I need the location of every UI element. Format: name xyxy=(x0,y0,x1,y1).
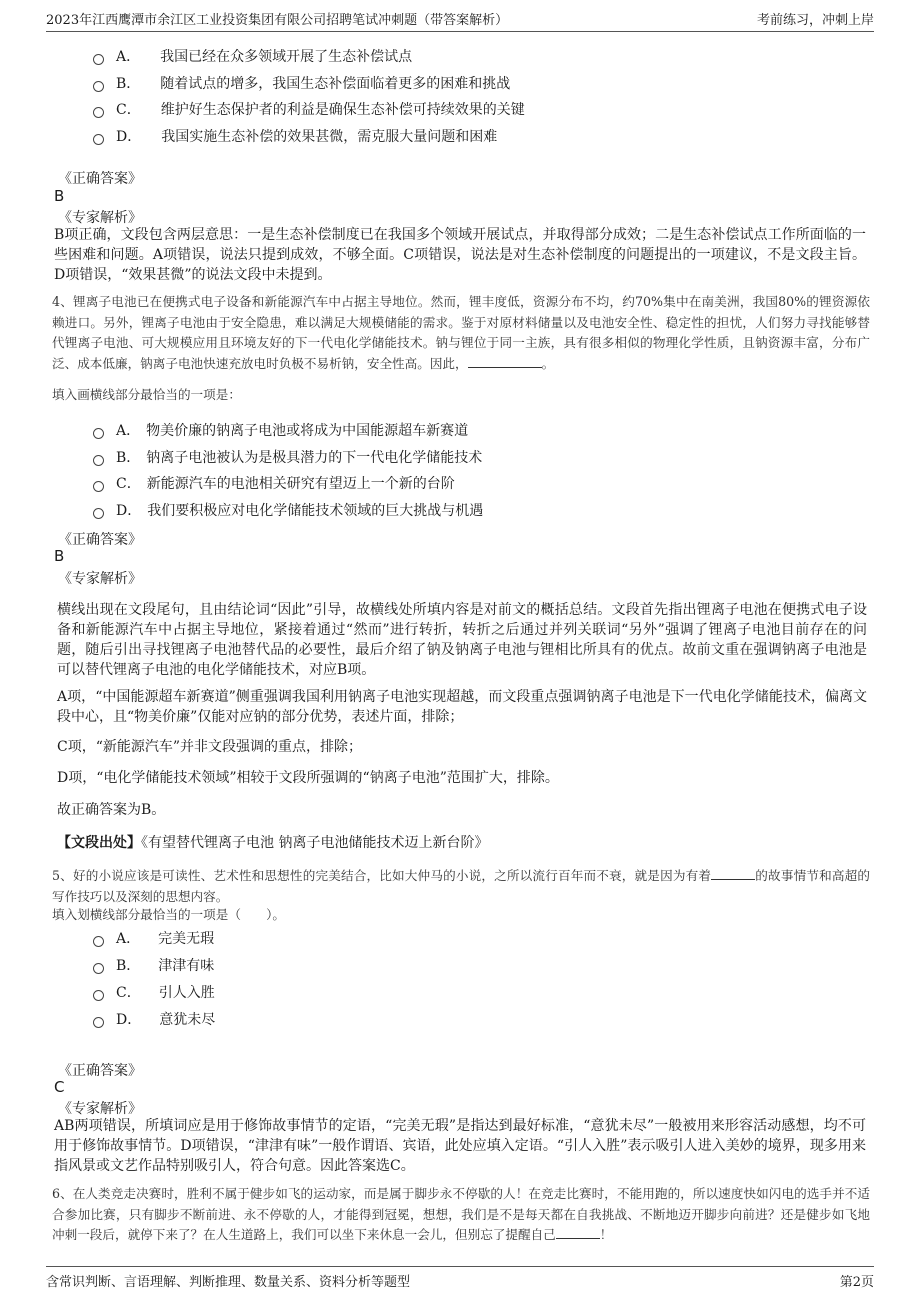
radio-icon[interactable] xyxy=(93,508,104,519)
radio-icon[interactable] xyxy=(93,481,104,492)
q4-option-a[interactable] xyxy=(93,420,468,440)
answer-label: 《正确答案》 xyxy=(58,171,142,187)
page-number: 第2页 xyxy=(839,1275,874,1290)
answer-label: 《正确答案》 xyxy=(58,1063,142,1079)
answer-value: B xyxy=(54,547,65,565)
radio-icon[interactable] xyxy=(93,81,104,92)
q5-option-c[interactable] xyxy=(93,982,215,1002)
option-text: 物美价廉的钠离子电池或将成为中国能源超车新赛道 xyxy=(146,423,469,439)
q3-option-d[interactable] xyxy=(93,126,497,146)
stem-text: 6、在人类竞走决赛时，胜利不属于健步如飞的运动家，而是属于脚步永不停歇的人！在竞走比赛时，不能用跑的，所以速度快如闪电的选手并不适合参加比赛，只有脚步不断前进、永不停歇的人，才能得到冠冕，想想，我们是不是每天都在自我挑战、不断地迈开脚步向前进？还是健步如飞地冲刺一段后，就停下来了？在人生道路上，我们可以坐下来休息一会儿，但别忘了提醒自己 xyxy=(52,1186,870,1242)
radio-icon[interactable] xyxy=(93,134,104,145)
option-text: 维护好生态保护者的利益是确保生态补偿可持续效果的关键 xyxy=(160,102,525,118)
option-text: 钠离子电池被认为是极具潜力的下一代电化学储能技术 xyxy=(146,450,483,466)
q4-option-d[interactable] xyxy=(93,500,483,520)
option-key: D． xyxy=(116,129,142,145)
analysis-text: B项正确，文段包含两层意思：一是生态补偿制度已在我国多个领域开展试点，并取得部分成效；二是生态补偿试点工作所面临的一些困难和问题。A项错误，说法只提到成效，不够全面。C项错误，说法是对生态补偿制度的问题提出的一项建议，不是文段主旨。D项错误，“效果甚微”的说法文段中未提到。 xyxy=(54,227,866,283)
stem-text: 5、好的小说应该是可读性、艺术性和思想性的完美结合，比如大仲马的小说，之所以流行百年而不衰，就是因为有着 xyxy=(52,868,712,883)
option-text: 我国实施生态补偿的效果甚微，需克服大量问题和困难 xyxy=(161,129,498,145)
fill-blank xyxy=(711,867,755,880)
document-title: 2023年江西鹰潭市余江区工业投资集团有限公司招聘笔试冲刺题（带答案解析） xyxy=(46,13,509,28)
analysis-paragraph: A项，“中国能源超车新赛道”侧重强调我国利用钠离子电池实现超越，而文段重点强调钠离子电池是下一代电化学储能技术，偏离文段中心，且“物美价廉”仅能对应钠的部分优势，表述片面，排除； xyxy=(57,689,867,725)
option-key: B． xyxy=(116,450,141,466)
q5-option-a[interactable] xyxy=(93,928,214,948)
q3-option-a[interactable] xyxy=(93,46,412,66)
question-prompt: 填入画横线部分最恰当的一项是： xyxy=(52,387,241,402)
answer-label: 《正确答案》 xyxy=(58,532,142,548)
question-prompt: 填入划横线部分最恰当的一项是（ ）。 xyxy=(52,907,285,922)
radio-icon[interactable] xyxy=(93,428,104,439)
stem-text: 4、锂离子电池已在便携式电子设备和新能源汽车中占据主导地位。然而，锂丰度低，资源分布不均，约70%集中在南美洲，我国80%的锂资源依赖进口。另外，锂离子电池由于安全隐患，难以满足大规模储能的需求。鉴于对原材料储量以及电池安全性、稳定性的担忧，人们努力寻找能够替代锂离子电池、可大规模应用且环境友好的下一代电化学储能技术。钠与锂位于同一主族，具有很多相似的物理化学性质，且钠资源丰富，分布广泛、成本低廉，钠离子电池快速充放电时负极不易析钠，安全性高。因此， xyxy=(52,294,870,371)
option-text: 津津有味 xyxy=(158,958,215,974)
radio-icon[interactable] xyxy=(93,107,104,118)
option-key: B． xyxy=(116,958,141,974)
analysis-paragraph: D项，“电化学储能技术领域”相较于文段所强调的“钠离子电池”范围扩大，排除。 xyxy=(57,770,559,786)
option-text: 引人入胜 xyxy=(158,985,215,1001)
option-key: C． xyxy=(116,102,141,118)
answer-value: B xyxy=(54,187,65,205)
analysis-paragraph: 横线出现在文段尾句，且由结论词“因此”引导，故横线处所填内容是对前文的概括总结。文段首先指出锂离子电池在便携式电子设备和新能源汽车中占据主导地位，紧接着通过“然而”进行转折，转折之后通过并列关联词“另外”强调了锂离子电池目前存在的问题，随后引出寻找锂离子电池替代品的必要性，最后介绍了钠及钠离子电池与锂相比所具有的优点。故前文重在强调钠离子电池是可以替代锂离子电池的电化学储能技术，对应B项。 xyxy=(57,602,867,678)
q3-option-c[interactable] xyxy=(93,99,525,119)
option-key: A． xyxy=(116,931,141,947)
radio-icon[interactable] xyxy=(93,54,104,65)
option-text: 随着试点的增多，我国生态补偿面临着更多的困难和挑战 xyxy=(160,76,511,92)
analysis-label: 《专家解析》 xyxy=(58,571,142,587)
source-title: 《有望替代锂离子电池 钠离子电池储能技术迈上新台阶》 xyxy=(141,835,489,851)
fill-blank xyxy=(556,1226,600,1239)
option-text: 我们要积极应对电化学储能技术领域的巨大挑战与机遇 xyxy=(147,503,484,519)
radio-icon[interactable] xyxy=(93,1017,104,1028)
question-stem xyxy=(52,1184,870,1246)
q4-option-b[interactable] xyxy=(93,447,482,467)
footer-divider xyxy=(46,1266,874,1267)
option-text: 我国已经在众多领域开展了生态补偿试点 xyxy=(160,49,413,65)
analysis-label: 《专家解析》 xyxy=(58,210,142,226)
radio-icon[interactable] xyxy=(93,455,104,466)
option-key: C． xyxy=(116,476,141,492)
fill-blank xyxy=(468,355,542,368)
source-label: 【文段出处】 xyxy=(57,835,141,851)
option-text: 意犹未尽 xyxy=(159,1012,216,1028)
header-slogan: 考前练习，冲刺上岸 xyxy=(756,13,874,28)
analysis-text: AB两项错误，所填词应是用于修饰故事情节的定语，“完美无瑕”是指达到最好标准，“意犹未尽”一般被用来形容活动感想，均不可用于修饰故事情节。D项错误，“津津有味”一般作谓语、宾语，此处应填入定语。“引人入胜”表示吸引人进入美妙的境界，现多用来指风景或文艺作品特别吸引人，符合句意。因此答案选C。 xyxy=(54,1118,866,1174)
q4-option-c[interactable] xyxy=(93,473,455,493)
footer-categories: 含常识判断、言语理解、判断推理、数量关系、资料分析等题型 xyxy=(46,1275,411,1290)
stem-end: 。 xyxy=(541,355,555,371)
q3-option-b[interactable] xyxy=(93,73,510,93)
q5-option-d[interactable] xyxy=(93,1009,215,1029)
q5-option-b[interactable] xyxy=(93,955,214,975)
stem-text: 的故事情节和高超的写作技巧以及深刻的思想内容。 xyxy=(52,868,870,904)
option-text: 新能源汽车的电池相关研究有望迈上一个新的台阶 xyxy=(146,476,455,492)
question-stem xyxy=(52,866,870,907)
question-stem xyxy=(52,292,870,374)
answer-value: C xyxy=(54,1078,65,1096)
source-citation xyxy=(57,833,867,853)
option-key: D． xyxy=(116,1012,142,1028)
stem-end: ！ xyxy=(599,1227,613,1242)
option-text: 完美无瑕 xyxy=(158,931,215,947)
header-divider xyxy=(46,31,874,32)
option-key: B． xyxy=(116,76,141,92)
option-key: A． xyxy=(116,49,141,65)
analysis-paragraph: 故正确答案为B。 xyxy=(57,802,166,818)
option-key: C． xyxy=(116,985,141,1001)
option-key: D． xyxy=(116,503,142,519)
radio-icon[interactable] xyxy=(93,990,104,1001)
analysis-paragraph: C项，“新能源汽车”并非文段强调的重点，排除； xyxy=(57,739,363,755)
analysis-label: 《专家解析》 xyxy=(58,1101,142,1117)
option-key: A． xyxy=(116,423,141,439)
radio-icon[interactable] xyxy=(93,936,104,947)
radio-icon[interactable] xyxy=(93,963,104,974)
